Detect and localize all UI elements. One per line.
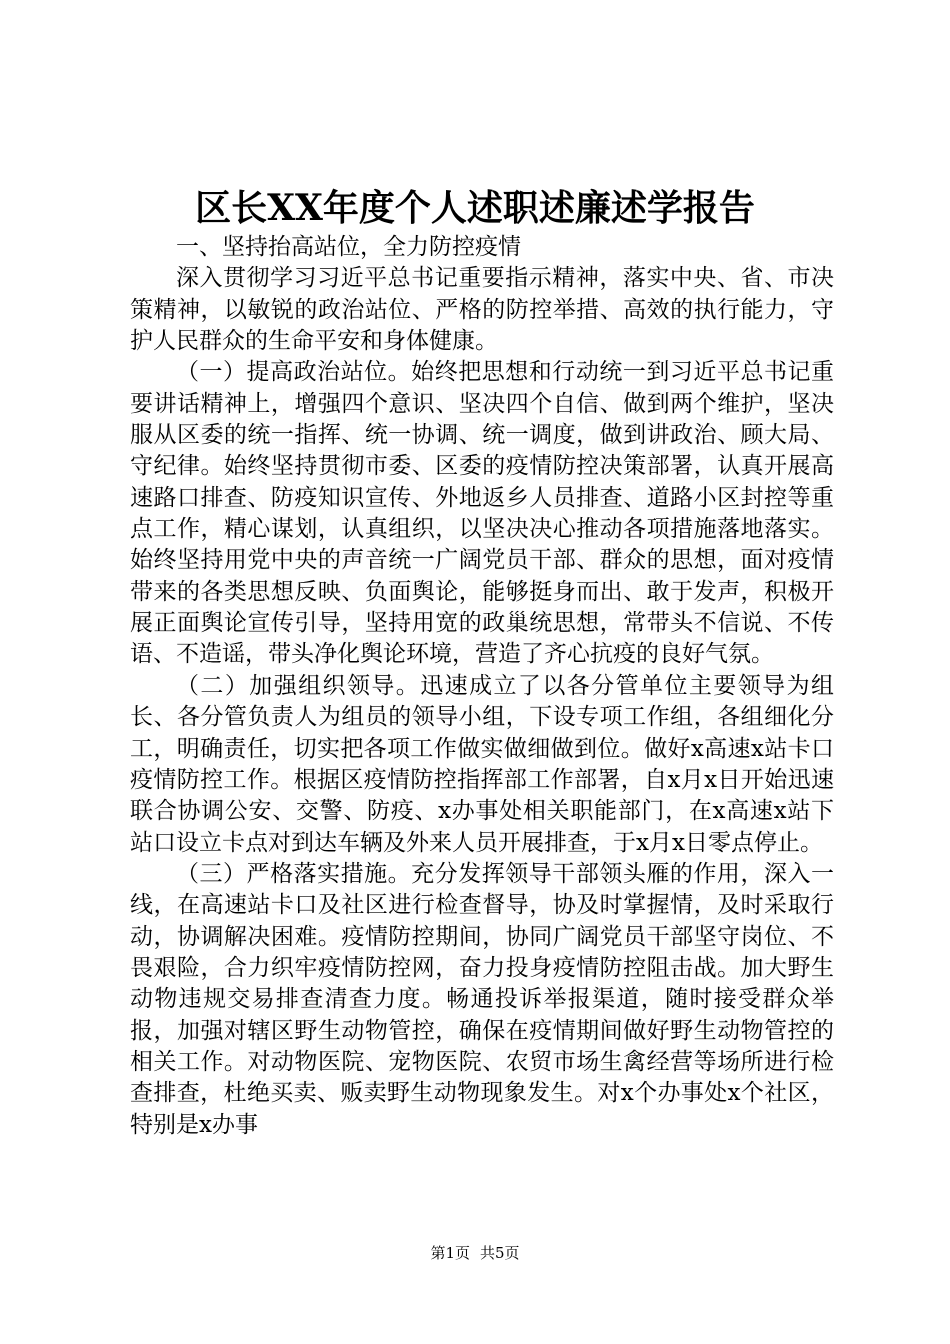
- paragraph: （二）加强组织领导。迅速成立了以各分管单位主要领导为组长、各分管负责人为组员的领导小组，下设专项工作组，各组细化分工，明确责任，切实把各项工作做实做细做到位。做好x高速x站卡口疫情防控工作。根据区疫情防控指挥部工作部署，自x月x日开始迅速联合协调公安、交警、防疫、x办事处相关职能部门，在x高速x站下站口设立卡点对到达车辆及外来人员开展排查，于x月x日零点停止。: [130, 672, 834, 856]
- paragraph: （三）严格落实措施。充分发挥领导干部领头雁的作用，深入一线，在高速站卡口及社区进行检查督导，协及时掌握情，及时采取行动，协调解决困难。疫情防控期间，协同广阔党员干部坚守岗位、不畏艰险，合力织牢疫情防控网，奋力投身疫情防控阻击战。加大野生动物违规交易排查清查力度。畅通投诉举报渠道，随时接受群众举报，加强对辖区野生动物管控，确保在疫情期间做好野生动物管控的相关工作。对动物医院、宠物医院、农贸市场生禽经营等场所进行检查排查，杜绝买卖、贩卖野生动物现象发生。对x个办事处x个社区，特别是x办事: [130, 860, 834, 1138]
- paragraph: 深入贯彻学习习近平总书记重要指示精神，落实中央、省、市决策精神，以敏锐的政治站位、严格的防控举措、高效的执行能力，守护人民群众的生命平安和身体健康。: [130, 265, 834, 355]
- document-body: [130, 232, 834, 1141]
- page-total: 共5页: [480, 1244, 520, 1262]
- page-footer: [0, 1243, 950, 1263]
- paragraph: （一）提高政治站位。始终把思想和行动统一到习近平总书记重要讲话精神上，增强四个意识、坚决四个自信、做到两个维护，坚决服从区委的统一指挥、统一协调、统一调度，做到讲政治、顾大局、守纪律。始终坚持贯彻市委、区委的疫情防控决策部署，认真开展高速路口排查、防疫知识宣传、外地返乡人员排查、道路小区封控等重点工作，精心谋划，认真组织，以坚决决心推动各项措施落地落实。始终坚持用党中央的声音统一广阔党员干部、群众的思想，面对疫情带来的各类思想反映、负面舆论，能够挺身而出、敢于发声，积极开展正面舆论宣传引导，坚持用宽的政巢统思想，常带头不信说、不传语、不造谣，带头净化舆论环境，营造了齐心抗疫的良好气氛。: [130, 359, 834, 668]
- section-heading: 一、坚持抬高站位，全力防控疫情: [176, 234, 521, 260]
- page-number: 第1页: [430, 1244, 470, 1262]
- page-title: 区长XX年度个人述职述廉述学报告: [195, 187, 755, 229]
